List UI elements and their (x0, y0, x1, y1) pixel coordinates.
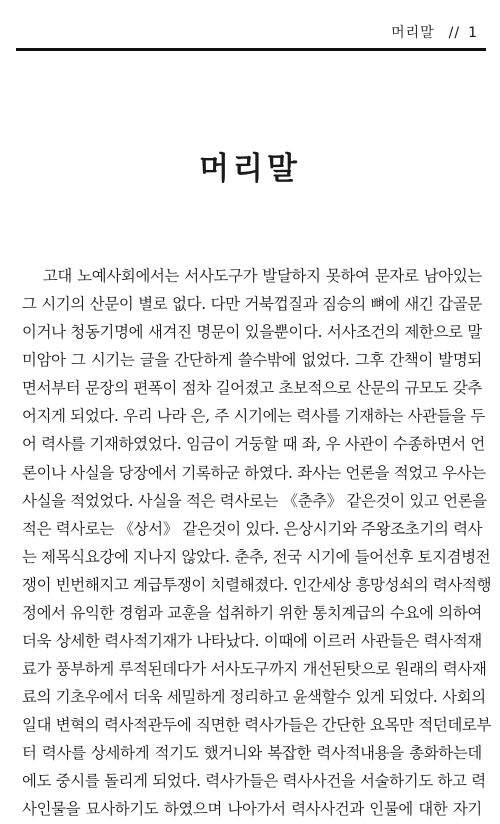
body-line: 론이나 사실을 당장에서 기록하군 하였다. 좌사는 언론을 적었고 우사는 (22, 463, 486, 482)
body-text (22, 262, 492, 824)
body-line: 에도 중시를 돌리게 되었다. 력사가들은 력사사건을 서술하기도 하고 력 (22, 772, 486, 791)
body-line: 그 시기의 산문이 별로 없다. 다만 거북껍질과 짐승의 뼈에 새긴 갑골문 (22, 295, 482, 314)
body-line: 는 제목식요강에 지나지 않았다. 춘추, 전국 시기에 들어선후 토지겸병전 (22, 547, 491, 566)
body-line: 면서부터 문장의 편폭이 점차 길어졌고 초보적으로 산문의 규모도 갖추 (22, 379, 482, 398)
chapter-title: 머리말 (199, 151, 301, 187)
body-line: 고대 노예사회에서는 서사도구가 발달하지 못하여 문자로 남아있는 (22, 267, 482, 285)
body-line: 어지게 되었다. 우리 나라 은, 주 시기에는 력사를 기재하는 사관들을 두 (22, 407, 485, 426)
body-line: 정에서 유익한 경험과 교훈을 섭취하기 위한 통치계급의 수요에 의하여 (22, 603, 482, 622)
header-rule (16, 48, 486, 51)
body-line: 료의 기초우에서 더욱 세밀하게 정리하고 윤색할수 있게 되었다. 사회의 (22, 688, 486, 707)
body-line: 사인물을 묘사하기도 하였으며 나아가서 력사사건과 인물에 대한 자기 (22, 800, 482, 819)
body-line: 쟁이 빈번해지고 계급투쟁이 치렬해졌다. 인간세상 흥망성쇠의 력사적행 (22, 575, 492, 594)
running-header (391, 22, 478, 42)
body-line: 미암아 그 시기는 글을 간단하게 쓸수밖에 없었다. 그후 간책이 발명되 (22, 351, 482, 370)
body-line: 료가 풍부하게 루적된데다가 서사도구까지 개선된탓으로 원래의 력사재 (22, 660, 487, 679)
running-header-separator: // (448, 25, 461, 41)
running-header-chapter: 머리말 (391, 25, 435, 41)
body-line: 이거나 청동기명에 새겨진 명문이 있을뿐이다. 서사조건의 제한으로 말 (22, 323, 482, 342)
body-line: 더욱 상세한 력사적기재가 나타났다. 이때에 이르러 사관들은 력사적재 (22, 632, 482, 651)
page-number: 1 (468, 25, 478, 41)
body-line: 어 력사를 기재하였었다. 임금이 거둥할 때 좌, 우 사관이 수종하면서 언 (22, 435, 485, 454)
body-line: 사실을 적었었다. 사실을 적은 력사로는 《춘추》 같은것이 있고 언론을 (22, 491, 487, 510)
body-line: 적은 력사로는 《상서》 같은것이 있다. 은상시기와 주왕조초기의 력사 (22, 519, 483, 538)
body-line: 터 력사를 상세하게 적기도 했거니와 복잡한 력사적내용을 총화하는데 (22, 744, 482, 763)
body-line: 일대 변혁의 력사적관두에 직면한 력사가들은 간단한 요목만 적던데로부 (22, 716, 492, 735)
